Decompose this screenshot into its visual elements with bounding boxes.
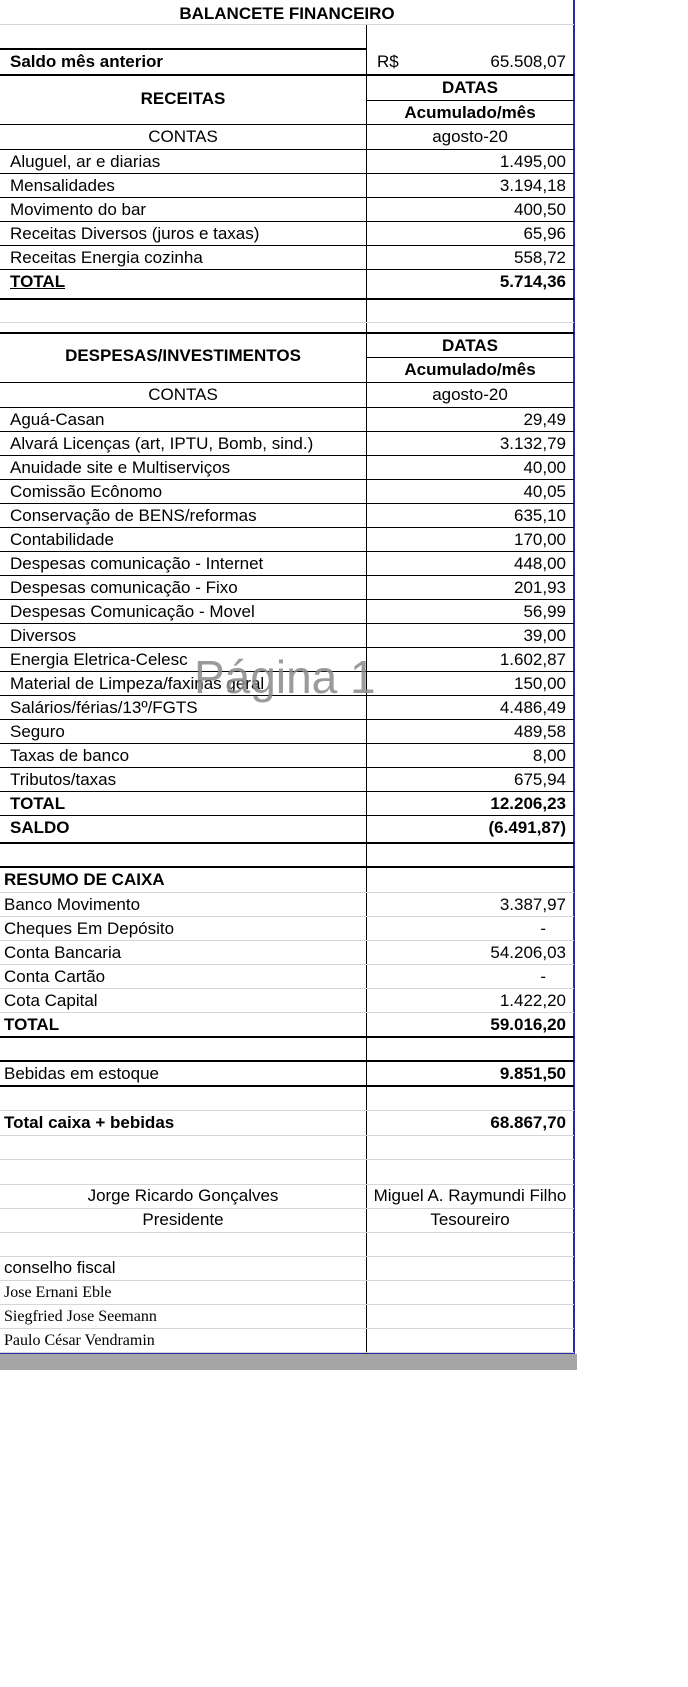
treasurer-name: Miguel A. Raymundi Filho: [373, 1186, 567, 1205]
despesa-row-value: 201,93: [514, 578, 566, 597]
despesa-row-value: 8,00: [532, 746, 566, 765]
resumo-row-value: -: [540, 919, 546, 938]
despesa-row-value: 150,00: [514, 674, 566, 693]
resumo-row-label: Conta Cartão: [4, 967, 106, 986]
despesa-row-value: 635,10: [514, 506, 566, 525]
receita-row-label: Receitas Energia cozinha: [10, 248, 203, 267]
receitas-total-label: [0, 270, 366, 294]
receita-row-value: 1.495,00: [499, 152, 566, 171]
page-title: BALANCETE FINANCEIRO: [179, 4, 395, 23]
receita-row-label: Receitas Diversos (juros e taxas): [10, 224, 260, 243]
despesas-period: agosto-20: [432, 385, 508, 404]
saldo-anterior-value-cell: [366, 50, 574, 74]
despesas-datas-header: DATAS: [441, 336, 499, 355]
despesa-row-label: Alvará Licenças (art, IPTU, Bomb, sind.): [10, 434, 314, 453]
total-label-text: TOTAL: [10, 272, 66, 291]
receita-row-label: Mensalidades: [10, 176, 115, 195]
despesa-row-label: Seguro: [10, 722, 65, 741]
total-caixa-value: 68.867,70: [490, 1113, 566, 1132]
despesa-row-label: Tributos/taxas: [10, 770, 117, 789]
despesas-total-value: 12.206,23: [490, 794, 566, 813]
despesas-total-label: TOTAL: [10, 794, 66, 813]
receita-row-label: Aluguel, ar e diarias: [10, 152, 161, 171]
row-divider: [0, 1159, 574, 1160]
receita-row-value: 65,96: [523, 224, 566, 243]
receita-row-value: 400,50: [514, 200, 566, 219]
despesas-saldo-label: SALDO: [10, 818, 70, 837]
bebidas-label: Bebidas em estoque: [4, 1064, 159, 1083]
despesa-row-label: Despesas Comunicação - Movel: [10, 602, 255, 621]
despesa-row-value: 448,00: [514, 554, 566, 573]
despesa-row-label: Comissão Ecônomo: [10, 482, 163, 501]
resumo-total-value: 59.016,20: [490, 1015, 566, 1034]
despesa-row-label: Salários/férias/13º/FGTS: [10, 698, 198, 717]
conselho-member-label: Jose Ernani Eble: [4, 1284, 112, 1301]
treasurer-role: Tesoureiro: [430, 1210, 510, 1229]
despesa-row-label: Diversos: [10, 626, 77, 645]
saldo-anterior-label: Saldo mês anterior: [10, 52, 164, 71]
despesas-header: DESPESAS/INVESTIMENTOS: [65, 346, 301, 365]
row-divider: [0, 1110, 574, 1111]
receitas-contas-header: CONTAS: [148, 127, 218, 146]
page-bottom-bar: [0, 1354, 577, 1370]
row-divider: [0, 1184, 574, 1185]
despesas-contas-header: CONTAS: [148, 385, 218, 404]
despesas-saldo-value: (6.491,87): [488, 818, 566, 837]
receitas-datas-header: DATAS: [441, 78, 499, 97]
conselho-header: conselho fiscal: [4, 1258, 116, 1277]
despesa-row-label: Contabilidade: [10, 530, 114, 549]
total-caixa-label: Total caixa + bebidas: [4, 1113, 175, 1132]
despesa-row-label: Anuidade site e Multiserviços: [10, 458, 231, 477]
despesa-row-label: Material de Limpeza/faxinas geral: [10, 674, 265, 693]
resumo-header: RESUMO DE CAIXA: [4, 870, 165, 889]
receitas-acumulado-header: Acumulado/mês: [404, 103, 536, 122]
despesa-row-value: 4.486,49: [499, 698, 566, 717]
receita-row-value: 3.194,18: [499, 176, 566, 195]
despesa-row-value: 489,58: [514, 722, 566, 741]
despesa-row-value: 1.602,87: [499, 650, 566, 669]
despesa-row-value: 170,00: [514, 530, 566, 549]
page-watermark: Página 1: [194, 651, 376, 703]
row-divider: [0, 1256, 574, 1257]
receitas-total-value: 5.714,36: [499, 272, 566, 291]
row-divider: [0, 322, 574, 323]
president-role: Presidente: [142, 1210, 224, 1229]
resumo-row-label: Banco Movimento: [4, 895, 141, 914]
row-divider: [0, 1352, 574, 1353]
despesa-row-label: Energia Eletrica-Celesc: [10, 650, 188, 669]
despesa-row-value: 675,94: [514, 770, 566, 789]
row-divider: [0, 1135, 574, 1136]
resumo-row-label: Cheques Em Depósito: [4, 919, 175, 938]
despesa-row-value: 39,00: [523, 626, 566, 645]
row-divider: [0, 1232, 574, 1233]
despesa-row-value: 40,05: [523, 482, 566, 501]
despesa-row-value: 56,99: [523, 602, 566, 621]
despesa-row-value: 40,00: [523, 458, 566, 477]
saldo-anterior-value: 65.508,07: [490, 52, 566, 71]
bebidas-value: 9.851,50: [499, 1064, 566, 1083]
resumo-row-value: -: [540, 967, 546, 986]
receita-row-value: 558,72: [514, 248, 566, 267]
row-divider: [0, 1208, 574, 1209]
conselho-member-label: Siegfried Jose Seemann: [4, 1308, 157, 1325]
president-name: Jorge Ricardo Gonçalves: [87, 1186, 279, 1205]
conselho-member-label: Paulo César Vendramin: [4, 1332, 155, 1349]
despesa-row-label: Aguá-Casan: [10, 410, 105, 429]
despesa-row-value: 29,49: [523, 410, 566, 429]
despesa-row-label: Despesas comunicação - Internet: [10, 554, 264, 573]
despesa-row-label: Despesas comunicação - Fixo: [10, 578, 238, 597]
currency-symbol: R$: [377, 52, 399, 71]
resumo-row-label: Cota Capital: [4, 991, 98, 1010]
resumo-row-label: Conta Bancaria: [4, 943, 122, 962]
resumo-row-value: 54.206,03: [490, 943, 566, 962]
receitas-period: agosto-20: [432, 127, 508, 146]
resumo-row-value: 1.422,20: [499, 991, 566, 1010]
despesa-row-value: 3.132,79: [499, 434, 566, 453]
receitas-header: RECEITAS: [140, 89, 226, 108]
receita-row-label: Movimento do bar: [10, 200, 147, 219]
resumo-total-label: TOTAL: [4, 1015, 60, 1034]
resumo-row-value: 3.387,97: [499, 895, 566, 914]
despesa-row-label: Taxas de banco: [10, 746, 130, 765]
despesa-row-label: Conservação de BENS/reformas: [10, 506, 257, 525]
despesas-acumulado-header: Acumulado/mês: [404, 360, 536, 379]
